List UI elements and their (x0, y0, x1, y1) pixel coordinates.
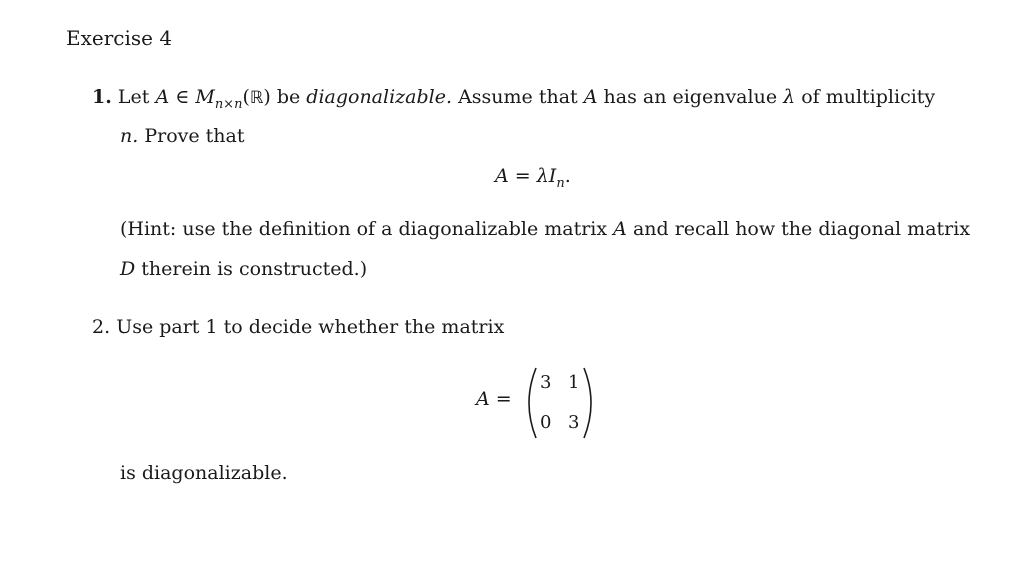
equation-I: I (548, 165, 557, 187)
hint-end: and recall how the diagonal matrix (632, 218, 971, 240)
part2-line (92, 316, 504, 338)
part1-A-second: A (583, 86, 598, 108)
part1-field-open: ( (242, 86, 250, 108)
part1-in-symbol: ∈ (175, 86, 190, 108)
hint-start: (Hint: use the definition of a diagonalizable matrix (120, 218, 608, 240)
matrix-parentheses (524, 366, 604, 440)
equation-subscript-n: n (556, 176, 565, 191)
part1-field-R: ℝ (249, 88, 264, 108)
hint-line2 (120, 258, 367, 280)
part1-n: n. (120, 125, 139, 147)
matrix-cell-r2c1: 0 (540, 412, 552, 433)
part1-M-subscript: n×n (214, 97, 243, 112)
equation-equals: = (514, 165, 531, 187)
part2-closing: is diagonalizable. (120, 462, 288, 484)
matrix-lhs-text: A = (476, 388, 512, 410)
matrix-display (474, 366, 604, 440)
part1-matrix-A: A (155, 86, 170, 108)
part1-M: M (195, 86, 215, 108)
part1-has-eigenvalue: has an eigenvalue (603, 86, 778, 108)
part1-number: 1. (92, 86, 112, 108)
part1-be: be (276, 86, 301, 108)
right-paren (584, 368, 591, 438)
equation-lambda: λ (536, 165, 549, 187)
matrix-lhs (476, 388, 512, 410)
hint-rest: therein is constructed.) (141, 258, 368, 280)
part1-line1 (92, 86, 935, 112)
matrix-cell-r1c2: 1 (568, 372, 580, 393)
part1-diagonalizable: diagonalizable. (306, 86, 453, 108)
part2-text: Use part 1 to decide whether the matrix (116, 316, 505, 338)
exercise-heading: Exercise 4 (66, 26, 173, 50)
part1-line2 (120, 125, 245, 147)
equation-lhs: A (495, 165, 509, 187)
part1-field-close: ) (263, 86, 271, 108)
hint-A: A (613, 218, 627, 240)
hint-D: D (120, 258, 136, 280)
part1-lambda: λ (783, 86, 796, 108)
hint-line1 (120, 218, 970, 240)
part1-assume: Assume that (458, 86, 578, 108)
part1-let: Let (117, 86, 150, 108)
left-paren (529, 368, 536, 438)
part2-number: 2. (92, 316, 111, 338)
matrix-cell-r2c2: 3 (568, 412, 580, 433)
part1-multiplicity: of multiplicity (801, 86, 936, 108)
equation-A-equals-lambda-In (495, 165, 571, 191)
equation-period: . (564, 165, 571, 187)
part1-prove-that: Prove that (144, 125, 245, 147)
matrix-cell-r1c1: 3 (540, 372, 552, 393)
